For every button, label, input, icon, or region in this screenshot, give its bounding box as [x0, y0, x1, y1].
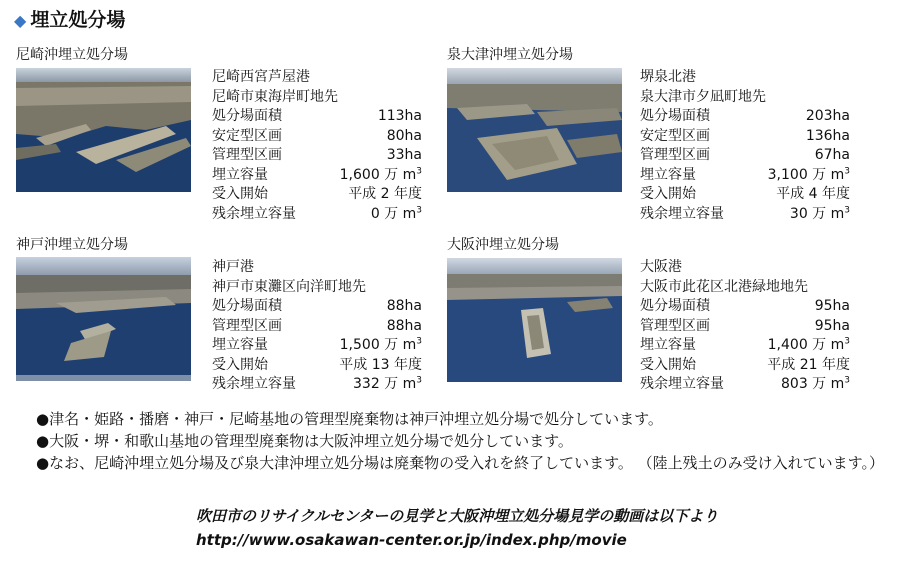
spec-value: 3,100 万 $m^3$ — [767, 165, 850, 183]
site-address: 泉大津市夕凪町地先 — [640, 88, 766, 105]
spec-value: 33ha — [386, 147, 422, 163]
port-name: 神戸港 — [212, 259, 254, 275]
spec-label: 残余埋立容量 — [640, 205, 724, 222]
spec-row — [212, 146, 422, 166]
site-info-kobe — [212, 258, 422, 395]
footer-url-link[interactable]: http://www.osakawan-center.or.jp/index.php/movie — [196, 531, 627, 549]
spec-row — [640, 317, 850, 337]
site-name-izumiotsu: 泉大津沖埋立処分場 — [447, 47, 573, 63]
spec-value: 平成 13 年度 — [339, 356, 422, 373]
notes-section — [36, 408, 886, 474]
spec-row — [640, 375, 850, 395]
port-name: 尼崎西宮芦屋港 — [212, 69, 310, 85]
spec-value: 803 万 $m^3$ — [781, 375, 850, 392]
spec-label: 処分場面積 — [640, 298, 710, 314]
note-item: ●なお、尼崎沖埋立処分場及び泉大津沖埋立処分場は廃棄物の受入れを終了しています。 （陸上残土のみ受け入れています。） — [36, 454, 884, 472]
site-info-amagasaki — [212, 68, 422, 224]
spec-row — [212, 317, 422, 337]
aerial-photo-amagasaki — [16, 68, 191, 192]
spec-value: 203ha — [805, 108, 850, 124]
spec-value: 1,500 万 $m^3$ — [339, 336, 422, 353]
spec-row — [212, 127, 422, 147]
spec-value: 113ha — [377, 108, 422, 124]
spec-value: 0 万 $m^3$ — [370, 204, 422, 222]
spec-label: 受入開始 — [640, 356, 696, 373]
spec-value: 88ha — [386, 298, 422, 314]
spec-label: 埋立容量 — [212, 337, 268, 353]
site-name-amagasaki: 尼崎沖埋立処分場 — [16, 47, 128, 63]
aerial-photo-osaka — [447, 258, 622, 382]
spec-label: 処分場面積 — [212, 108, 282, 124]
spec-label: 埋立容量 — [640, 337, 696, 353]
note-item: ●大阪・堺・和歌山基地の管理型廃棄物は大阪沖埋立処分場で処分しています。 — [36, 432, 573, 450]
spec-label: 安定型区画 — [212, 127, 282, 144]
spec-label: 管理型区画 — [212, 147, 282, 163]
aerial-photo-kobe — [16, 257, 191, 381]
spec-label: 埋立容量 — [640, 166, 696, 183]
site-name-kobe: 神戸沖埋立処分場 — [16, 237, 128, 253]
spec-label: 処分場面積 — [212, 298, 282, 314]
spec-value: 1,400 万 $m^3$ — [767, 336, 850, 353]
spec-row — [640, 356, 850, 376]
spec-row — [212, 356, 422, 376]
site-info-osaka — [640, 258, 850, 395]
spec-label: 受入開始 — [212, 186, 268, 202]
spec-label: 受入開始 — [212, 356, 268, 373]
spec-row — [212, 336, 422, 356]
spec-label: 管理型区画 — [640, 147, 710, 163]
note-item: ●津名・姫路・播磨・神戸・尼崎基地の管理型廃棄物は神戸沖埋立処分場で処分しています。 — [36, 410, 663, 428]
page-title — [14, 5, 125, 32]
spec-row — [640, 107, 850, 127]
site-address: 大阪市此花区北港緑地地先 — [640, 278, 808, 295]
site-address: 神戸市東灘区向洋町地先 — [212, 278, 366, 295]
port-name: 堺泉北港 — [640, 69, 696, 85]
spec-value: 136ha — [805, 127, 850, 144]
spec-row — [640, 185, 850, 205]
spec-value: 平成 21 年度 — [767, 356, 850, 373]
spec-label: 管理型区画 — [640, 317, 710, 334]
spec-value: 88ha — [386, 317, 422, 334]
spec-label: 処分場面積 — [640, 108, 710, 124]
spec-value: 1,600 万 $m^3$ — [339, 165, 422, 183]
spec-row — [640, 336, 850, 356]
spec-label: 残余埋立容量 — [212, 376, 296, 392]
spec-value: 平成 4 年度 — [776, 186, 850, 202]
spec-row — [640, 205, 850, 225]
spec-value: 95ha — [814, 317, 850, 334]
port-name: 大阪港 — [640, 259, 682, 275]
spec-row — [640, 146, 850, 166]
spec-value: 67ha — [814, 147, 850, 163]
diamond-bullet-icon: ◆ — [14, 11, 27, 30]
spec-value: 30 万 $m^3$ — [789, 204, 850, 222]
footer-text: 吹田市のリサイクルセンターの見学と大阪沖埋立処分場見学の動画は以下より — [196, 507, 719, 525]
aerial-photo-izumiotsu — [447, 68, 622, 192]
spec-label: 管理型区画 — [212, 317, 282, 334]
spec-row — [212, 375, 422, 395]
spec-row — [212, 107, 422, 127]
page-title-text: 埋立処分場 — [30, 9, 126, 31]
spec-value: 332 万 $m^3$ — [353, 375, 422, 392]
spec-value: 平成 2 年度 — [348, 186, 422, 202]
footer — [196, 504, 718, 552]
spec-row — [212, 166, 422, 186]
spec-row — [212, 185, 422, 205]
spec-label: 受入開始 — [640, 186, 696, 202]
spec-row — [640, 166, 850, 186]
spec-row — [640, 127, 850, 147]
site-info-izumiotsu — [640, 68, 850, 224]
spec-value: 80ha — [386, 127, 422, 144]
spec-row — [212, 205, 422, 225]
spec-label: 安定型区画 — [640, 127, 710, 144]
spec-label: 埋立容量 — [212, 166, 268, 183]
spec-label: 残余埋立容量 — [212, 205, 296, 222]
spec-value: 95ha — [814, 298, 850, 314]
spec-label: 残余埋立容量 — [640, 376, 724, 392]
spec-row — [212, 297, 422, 317]
site-address: 尼崎市東海岸町地先 — [212, 88, 338, 105]
spec-row — [640, 297, 850, 317]
site-name-osaka: 大阪沖埋立処分場 — [447, 237, 559, 253]
